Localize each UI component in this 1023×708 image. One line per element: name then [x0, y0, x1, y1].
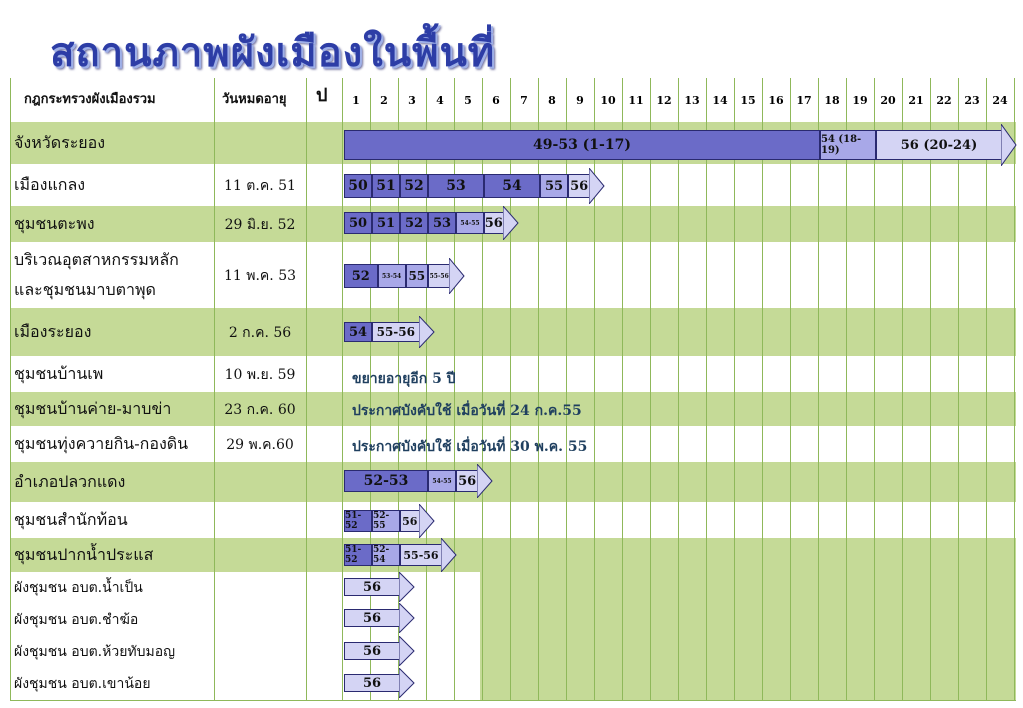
timeline-segment: 52-55	[372, 510, 400, 532]
year-header-24: 24	[992, 94, 1008, 107]
grid-line	[678, 78, 679, 700]
year-header-3: 3	[408, 94, 416, 107]
row-name: เมืองระยอง	[14, 322, 92, 341]
table-row	[10, 242, 1016, 309]
timeline-segment: 53	[428, 174, 484, 198]
grid-line	[762, 78, 763, 700]
timeline-segment: 56	[344, 609, 400, 627]
year-header-14: 14	[712, 94, 728, 107]
row-name: เมืองแกลง	[14, 175, 86, 194]
timeline-segment: 56	[456, 470, 478, 492]
timeline-segment: 55	[540, 174, 568, 198]
year-header-18: 18	[824, 94, 840, 107]
timeline-segment: 52	[400, 212, 428, 234]
timeline-segment: 55	[406, 264, 428, 288]
grid-line	[650, 78, 651, 700]
timeline-segment: 54-55	[428, 470, 456, 492]
table-row	[10, 356, 1016, 393]
row-name: ชุมชนบ้านค่าย-มาบข่า	[14, 399, 172, 418]
row-date: 29 มิ.ย. 52	[224, 217, 296, 233]
year-header-22: 22	[936, 94, 952, 107]
timeline-segment: 56	[568, 174, 590, 198]
grid-line	[930, 78, 931, 700]
arrow-head-icon	[399, 572, 415, 602]
timeline-segment: 56	[400, 510, 420, 532]
timeline-segment: 56	[344, 674, 400, 692]
row-name: ชุมชนบ้านเพ	[14, 364, 104, 383]
table-row	[10, 538, 1016, 573]
timeline-segment: 53	[428, 212, 456, 234]
row-name: ผังชุมชน อบต.น้ำเป็น	[14, 580, 143, 596]
timeline-segment: 52-53	[344, 470, 428, 492]
grid-line	[214, 78, 215, 700]
table-row	[10, 308, 1016, 357]
arrow-head-icon	[503, 206, 519, 240]
timeline-segment: 51-52	[344, 510, 372, 532]
row-name: ผังชุมชน อบต.ชำฆ้อ	[14, 612, 139, 628]
year-area-fill	[480, 572, 1016, 700]
year-header-5: 5	[464, 94, 472, 107]
timeline-segment: 51	[372, 212, 400, 234]
grid-line	[482, 78, 483, 700]
timeline-segment: 51	[372, 174, 400, 198]
column-header-name: กฎกระทรวงผังเมืองรวม	[24, 92, 156, 107]
year-header-20: 20	[880, 94, 896, 107]
year-header-23: 23	[964, 94, 980, 107]
grid-line	[902, 78, 903, 700]
arrow-head-icon	[477, 464, 493, 498]
year-header-8: 8	[548, 94, 556, 107]
timeline-segment: 56	[484, 212, 504, 234]
timeline-segment: 54	[484, 174, 540, 198]
row-note: ประกาศบังคับใช้ เมื่อวันที่ 30 พ.ค. 55	[352, 439, 588, 455]
grid-line	[986, 78, 987, 700]
arrow-head-icon	[399, 636, 415, 666]
column-header-p: ป	[316, 85, 328, 106]
year-header-13: 13	[684, 94, 700, 107]
timeline-segment: 56	[344, 578, 400, 596]
row-name: ชุมชนทุ่งควายกิน-กองดิน	[14, 434, 189, 453]
timeline-segment: 54-55	[456, 212, 484, 234]
year-header-12: 12	[656, 94, 672, 107]
grid-line	[734, 78, 735, 700]
arrow-head-icon	[419, 504, 435, 538]
year-header-6: 6	[492, 94, 500, 107]
arrow-head-icon	[399, 603, 415, 633]
timeline-segment: 52	[400, 174, 428, 198]
row-name: ชุมชนสำนักท้อน	[14, 510, 128, 529]
header-row	[10, 78, 1016, 123]
row-note: ประกาศบังคับใช้ เมื่อวันที่ 24 ก.ค.55	[352, 403, 582, 419]
grid-line	[538, 78, 539, 700]
timeline-segment: 50	[344, 174, 372, 198]
year-header-17: 17	[796, 94, 812, 107]
grid-line	[1014, 78, 1015, 700]
timeline-segment: 52	[344, 264, 378, 288]
timeline-segment: 56 (20-24)	[876, 130, 1002, 160]
timeline-segment: 55-56	[400, 544, 442, 566]
schedule-table	[10, 78, 1016, 700]
row-name: จังหวัดระยอง	[14, 133, 106, 152]
timeline-segment: 56	[344, 642, 400, 660]
row-date: 11 ต.ค. 51	[224, 178, 296, 194]
timeline-segment: 53-54	[378, 264, 406, 288]
arrow-head-icon	[1001, 124, 1017, 166]
row-date: 10 พ.ย. 59	[224, 367, 296, 383]
year-header-11: 11	[628, 94, 644, 107]
timeline-segment: 49-53 (1-17)	[344, 130, 820, 160]
grid-line	[10, 78, 11, 700]
arrow-head-icon	[449, 258, 465, 294]
row-name: ผังชุมชน อบต.เขาน้อย	[14, 676, 151, 692]
year-header-9: 9	[576, 94, 584, 107]
year-header-10: 10	[600, 94, 616, 107]
row-note: ขยายอายุอีก 5 ปี	[352, 371, 456, 387]
table-row	[10, 462, 1016, 503]
timeline-segment: 54	[344, 322, 372, 342]
grid-line	[510, 78, 511, 700]
grid-line	[874, 78, 875, 700]
year-header-7: 7	[520, 94, 528, 107]
row-date: 11 พ.ค. 53	[223, 268, 297, 284]
year-header-15: 15	[740, 94, 756, 107]
year-header-19: 19	[852, 94, 868, 107]
page-title: สถานภาพผังเมืองในพื้นที่	[50, 30, 496, 76]
table-row	[10, 502, 1016, 539]
row-date: 29 พ.ค.60	[226, 437, 294, 453]
arrow-head-icon	[419, 316, 435, 348]
column-header-date: วันหมดอายุ	[222, 92, 287, 107]
timeline-segment: 55-56	[428, 264, 450, 288]
row-name: ชุมชนตะพง	[14, 214, 95, 233]
timeline-segment: 55-56	[372, 322, 420, 342]
timeline-segment: 52-54	[372, 544, 400, 566]
grid-line	[566, 78, 567, 700]
grid-line	[958, 78, 959, 700]
grid-line	[846, 78, 847, 700]
timeline-segment: 50	[344, 212, 372, 234]
arrow-head-icon	[589, 168, 605, 204]
year-header-16: 16	[768, 94, 784, 107]
year-header-21: 21	[908, 94, 924, 107]
row-name: ชุมชนปากน้ำประแส	[14, 545, 154, 564]
grid-line	[306, 78, 307, 700]
year-header-2: 2	[380, 94, 388, 107]
timeline-segment: 51-52	[344, 544, 372, 566]
row-name: อำเภอปลวกแดง	[14, 472, 126, 491]
year-header-4: 4	[436, 94, 444, 107]
grid-line	[342, 78, 343, 700]
timeline-segment: 54 (18-19)	[820, 130, 876, 160]
arrow-head-icon	[399, 668, 415, 698]
row-name-line2: และชุมชนมาบตาพุด	[14, 280, 156, 299]
row-date: 23 ก.ค. 60	[224, 402, 296, 418]
row-name: บริเวณอุตสาหกรรมหลัก	[14, 250, 179, 269]
row-name: ผังชุมชน อบต.ห้วยทับมอญ	[14, 644, 176, 660]
year-header-1: 1	[352, 94, 360, 107]
grid-line	[790, 78, 791, 700]
grid-line	[818, 78, 819, 700]
row-date: 2 ก.ค. 56	[228, 325, 292, 341]
arrow-head-icon	[441, 538, 457, 572]
grid-line	[706, 78, 707, 700]
grid-line	[622, 78, 623, 700]
